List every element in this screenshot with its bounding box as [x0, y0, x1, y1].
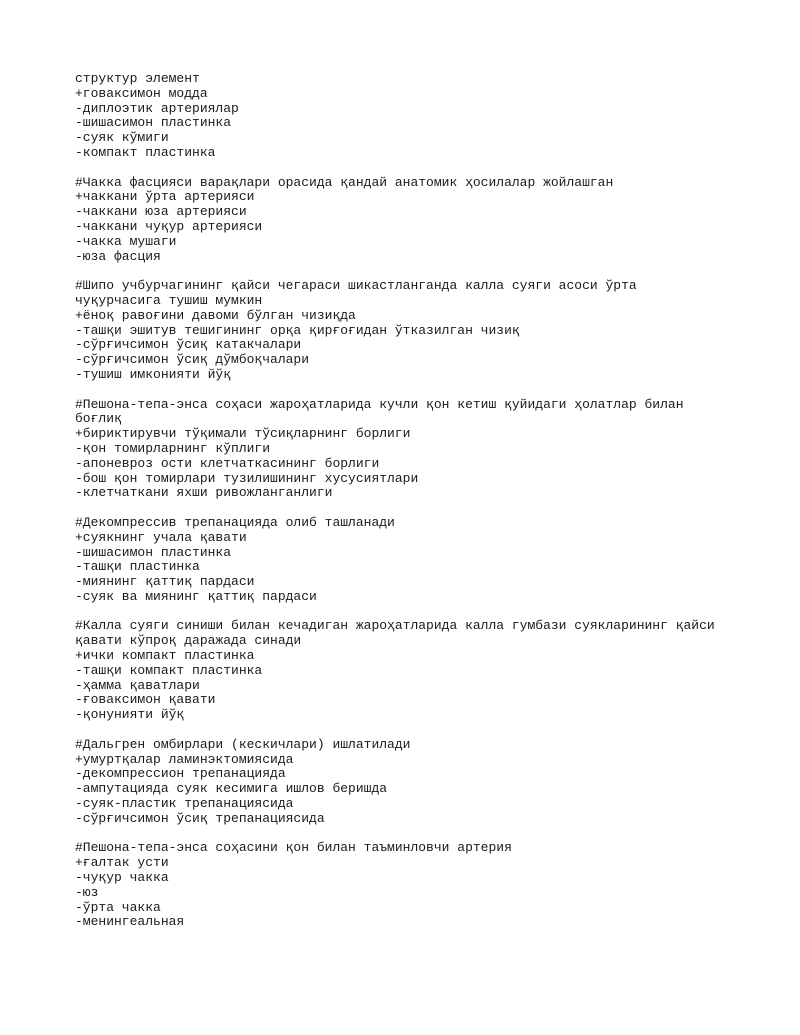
- answer-option: -декомпрессион трепанацияда: [75, 766, 286, 782]
- question-text: #Пешона-тепа-энса соҳасини қон билан таъминловчи артерия: [75, 840, 512, 856]
- answer-option: -апоневроз ости клетчаткасининг борлиги: [75, 455, 380, 471]
- answer-option: -бош қон томирлари тузилишининг хусусиятлари: [75, 470, 419, 486]
- answer-option: -ўрта чакка: [75, 899, 161, 915]
- correct-answer: +суякнинг учала қавати: [75, 529, 247, 545]
- correct-answer: +ёноқ равоғини давоми бўлган чизиқда: [75, 307, 356, 323]
- answer-option: -чуқур чакка: [75, 870, 169, 886]
- answer-option: -шишасимон пластинка: [75, 115, 232, 131]
- question-text: #Шипо учбурчагининг қайси чегараси шикастланганда калла суяги асоси ўрта: [75, 278, 637, 294]
- answer-option: -суяк ва миянинг қаттиқ пардаси: [75, 588, 317, 604]
- answer-option: -ташқи компакт пластинка: [75, 662, 263, 678]
- answer-option: -ташқи пластинка: [75, 559, 200, 575]
- answer-option: -сўрғичсимон ўсиқ дўмбоқчалари: [75, 352, 310, 368]
- question-text: #Калла суяги синиши билан кечадиган жароҳатларида калла гумбази суякларининг қайси: [75, 618, 715, 634]
- answer-option: -чаккани юза артерияси: [75, 204, 247, 220]
- answer-option: -шишасимон пластинка: [75, 544, 232, 560]
- answer-option: -компакт пластинка: [75, 144, 216, 160]
- answer-option: -юза фасция: [75, 248, 161, 264]
- correct-answer: +умуртқалар ламинэктомиясида: [75, 751, 294, 767]
- answer-option: -юз: [75, 884, 99, 900]
- question-text: боғлиқ: [75, 411, 122, 427]
- question-block: [75, 72, 775, 161]
- answer-option: -суяк кўмиги: [75, 130, 169, 146]
- answer-option: -чакка мушаги: [75, 233, 177, 249]
- answer-option: -ғоваксимон қавати: [75, 692, 216, 708]
- answer-option: -менингеальная: [75, 914, 185, 930]
- question-text: #Декомпрессив трепанацияда олиб ташланади: [75, 514, 395, 530]
- question-block: [75, 841, 775, 930]
- answer-option: -миянинг қаттиқ пардаси: [75, 574, 255, 590]
- question-block: [75, 738, 775, 827]
- correct-answer: +ғалтак усти: [75, 855, 169, 871]
- question-block: [75, 516, 775, 605]
- answer-option: -ҳамма қаватлари: [75, 677, 200, 693]
- question-text: #Дальгрен омбирлари (кескичлари) ишлатилади: [75, 736, 411, 752]
- question-block: [75, 176, 775, 265]
- answer-option: -тушиш имконияти йўқ: [75, 366, 232, 382]
- answer-option: -қон томирларнинг кўплиги: [75, 440, 271, 456]
- answer-option: -суяк-пластик трепанациясида: [75, 796, 294, 812]
- correct-answer: +ички компакт пластинка: [75, 648, 255, 664]
- answer-option: -қонунияти йўқ: [75, 707, 185, 723]
- correct-answer: +говаксимон модда: [75, 85, 208, 101]
- answer-option: -сўрғичсимон ўсиқ трепанациясида: [75, 810, 325, 826]
- question-text: #Пешона-тепа-энса соҳаси жароҳатларида кучли қон кетиш қуйидаги ҳолатлар билан: [75, 396, 684, 412]
- answer-option: -диплоэтик артериялар: [75, 100, 239, 116]
- question-block: [75, 619, 775, 723]
- answer-option: -сўрғичсимон ўсиқ катакчалари: [75, 337, 302, 353]
- text-line: структур элемент: [75, 71, 200, 86]
- question-text: чуқурчасига тушиш мумкин: [75, 292, 263, 308]
- answer-option: -ташқи эшитув тешигининг орқа қирғоғидан ўтказилган чизиқ: [75, 322, 520, 338]
- question-block: [75, 279, 775, 383]
- question-text: қавати кўпроқ даражада синади: [75, 633, 302, 649]
- document-page: [75, 72, 775, 945]
- answer-option: -клетчаткани яхши ривожланганлиги: [75, 485, 333, 501]
- correct-answer: +чаккани ўрта артерияси: [75, 189, 255, 205]
- question-text: #Чакка фасцияси варақлари орасида қандай анатомик ҳосилалар жойлашган: [75, 174, 614, 190]
- correct-answer: +бириктирувчи тўқимали тўсиқларнинг борлиги: [75, 426, 411, 442]
- answer-option: -чаккани чуқур артерияси: [75, 218, 263, 234]
- answer-option: -ампутацияда суяк кесимига ишлов беришда: [75, 781, 388, 797]
- question-block: [75, 398, 775, 502]
